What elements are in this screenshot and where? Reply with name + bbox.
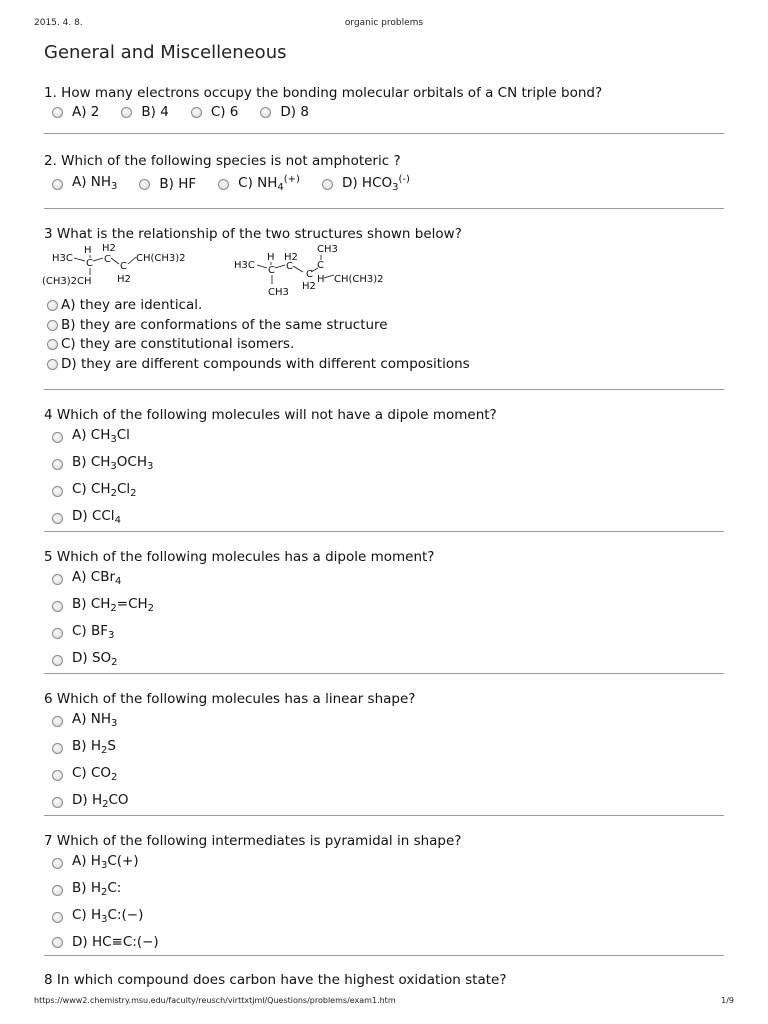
question-2-text: 2. Which of the following species is not amphoteric ? <box>44 153 401 169</box>
radio-button[interactable] <box>52 655 63 666</box>
structure-right-c4: C <box>306 269 313 280</box>
question-6 <box>44 690 724 816</box>
question-4 <box>44 406 724 532</box>
divider <box>44 389 724 390</box>
structure-left-ch-bottom: (CH3)2CH <box>42 276 92 287</box>
radio-button[interactable] <box>322 179 333 190</box>
bond-line <box>275 265 285 268</box>
divider <box>44 208 724 209</box>
q1-option-b[interactable]: B) 4 <box>121 102 168 122</box>
question-3-options <box>44 296 724 374</box>
structure-left-c1: C <box>86 258 93 269</box>
q7-option-b[interactable]: B) $H_2C$: <box>52 877 724 904</box>
question-8-text: 8 In which compound does carbon have the highest oxidation state? <box>44 972 507 988</box>
q4-option-b[interactable]: B) $CH_3OCH_3$ <box>52 451 724 478</box>
radio-button[interactable] <box>52 885 63 896</box>
radio-button[interactable] <box>47 320 58 331</box>
bond-line <box>74 258 85 261</box>
structure-left <box>40 241 220 295</box>
print-title: organic problems <box>344 18 424 28</box>
question-4-text: 4 Which of the following molecules will not have a dipole moment? <box>44 407 497 423</box>
q5-option-c[interactable]: C) $BF_3$ <box>52 620 724 647</box>
question-1 <box>44 84 724 122</box>
question-5-text: 5 Which of the following molecules has a dipole moment? <box>44 549 435 565</box>
question-2 <box>44 152 724 198</box>
radio-button[interactable] <box>52 574 63 585</box>
structure-right-ch3-bottom: CH3 <box>268 287 289 298</box>
radio-button[interactable] <box>52 937 63 948</box>
structure-right <box>230 241 410 299</box>
radio-button[interactable] <box>191 107 202 118</box>
q2-option-b[interactable]: B) HF <box>139 170 196 198</box>
structure-left-c3: C <box>120 261 127 272</box>
page-number: 1/9 <box>721 996 734 1005</box>
q1-option-c[interactable]: C) 6 <box>191 102 239 122</box>
q3-option-a[interactable]: A) they are identical. <box>47 296 724 316</box>
q5-option-a[interactable]: A) CBr$_4$ <box>52 566 724 593</box>
q3-option-b[interactable]: B) they are conformations of the same structure <box>47 316 724 336</box>
bond-line <box>293 266 303 272</box>
bond-line <box>111 258 119 264</box>
radio-button[interactable] <box>218 179 229 190</box>
bond-line <box>324 275 334 278</box>
divider <box>44 133 724 134</box>
structure-right-h2-lower: H2 <box>302 281 316 292</box>
structure-right-h2: H2 <box>284 252 298 263</box>
bond-line <box>257 265 267 268</box>
divider <box>44 531 724 532</box>
question-1-text: 1. How many electrons occupy the bonding molecular orbitals of a CN triple bond? <box>44 85 603 101</box>
structure-right-c1: C <box>268 265 275 276</box>
question-5 <box>44 548 724 674</box>
q1-option-d[interactable]: D) 8 <box>260 102 309 122</box>
radio-button[interactable] <box>139 179 150 190</box>
question-7-text: 7 Which of the following intermediates is pyramidal in shape? <box>44 833 462 849</box>
structure-right-c3: C <box>317 260 324 271</box>
structure-right-h3c: H3C <box>234 260 255 271</box>
bond-line <box>128 257 136 264</box>
structure-left-c2: C <box>104 254 111 265</box>
radio-button[interactable] <box>52 601 63 612</box>
radio-button[interactable] <box>52 432 63 443</box>
radio-button[interactable] <box>52 179 63 190</box>
q6-option-d[interactable]: D) $H_2CO$ <box>52 789 724 816</box>
radio-button[interactable] <box>52 716 63 727</box>
source-url: https://www2.chemistry.msu.edu/faculty/reusch/virttxtjml/Questions/problems/exam1.htm <box>34 996 396 1005</box>
divider <box>44 673 724 674</box>
q2-option-c[interactable]: C) $NH_4^{(+)}$ <box>218 170 300 198</box>
q5-option-d[interactable]: D) $SO_2$ <box>52 647 724 674</box>
radio-button[interactable] <box>52 743 63 754</box>
radio-button[interactable] <box>52 107 63 118</box>
structure-right-h: H <box>267 252 275 263</box>
structure-left-ch-group: CH(CH3)2 <box>136 253 186 264</box>
radio-button[interactable] <box>52 459 63 470</box>
radio-button[interactable] <box>260 107 271 118</box>
structure-right-ch3-top: CH3 <box>317 244 338 255</box>
q7-option-c[interactable]: C) $H_3C:(-)$ <box>52 904 724 931</box>
q3-option-d[interactable]: D) they are different compounds with different compositions <box>47 355 724 375</box>
q6-option-b[interactable]: B) $H_2S$ <box>52 735 724 762</box>
structure-left-h2-bottom: H2 <box>117 274 131 285</box>
radio-button[interactable] <box>52 797 63 808</box>
structure-right-c2: C <box>286 261 293 272</box>
question-8 <box>44 971 724 989</box>
q3-option-c[interactable]: C) they are constitutional isomers. <box>47 335 724 355</box>
radio-button[interactable] <box>47 359 58 370</box>
radio-button[interactable] <box>52 513 63 524</box>
q6-option-c[interactable]: C) $CO_2$ <box>52 762 724 789</box>
structure-right-ch-group: CH(CH3)2 <box>334 274 384 285</box>
radio-button[interactable] <box>52 770 63 781</box>
q5-option-b[interactable]: B) $CH_2=CH_2$ <box>52 593 724 620</box>
radio-button[interactable] <box>52 912 63 923</box>
radio-button[interactable] <box>47 300 58 311</box>
q6-option-a[interactable]: A) $NH_3$ <box>52 708 724 735</box>
structure-left-h2-top: H2 <box>102 243 116 254</box>
q7-option-a[interactable]: A) $H_3C(+)$ <box>52 850 724 877</box>
q4-option-d[interactable]: D) CCl$_4$ <box>52 505 724 532</box>
print-date: 2015. 4. 8. <box>34 18 83 28</box>
question-7 <box>44 832 724 954</box>
q1-option-a[interactable]: A) 2 <box>52 102 99 122</box>
divider <box>44 955 724 956</box>
divider <box>44 815 724 816</box>
radio-button[interactable] <box>52 858 63 869</box>
q4-option-a[interactable]: A) $CH_3Cl$ <box>52 424 724 451</box>
q2-option-d[interactable]: D) $HCO_3^{(-)}$ <box>322 170 410 198</box>
section-title: General and Miscelleneous <box>44 42 287 63</box>
structure-left-h: H <box>84 245 92 256</box>
question-6-text: 6 Which of the following molecules has a linear shape? <box>44 691 416 707</box>
structure-right-h-lower: H <box>317 274 325 285</box>
q2-option-a[interactable]: A) $NH_3$ <box>52 170 117 198</box>
radio-button[interactable] <box>52 486 63 497</box>
q7-option-d[interactable]: D) HC≡C:(−) <box>52 931 724 954</box>
radio-button[interactable] <box>121 107 132 118</box>
radio-button[interactable] <box>47 339 58 350</box>
structure-left-h3c: H3C <box>52 253 73 264</box>
question-3-text: 3 What is the relationship of the two structures shown below? <box>44 226 462 242</box>
bond-line <box>93 258 103 261</box>
radio-button[interactable] <box>52 628 63 639</box>
q4-option-c[interactable]: C) $CH_2Cl_2$ <box>52 478 724 505</box>
